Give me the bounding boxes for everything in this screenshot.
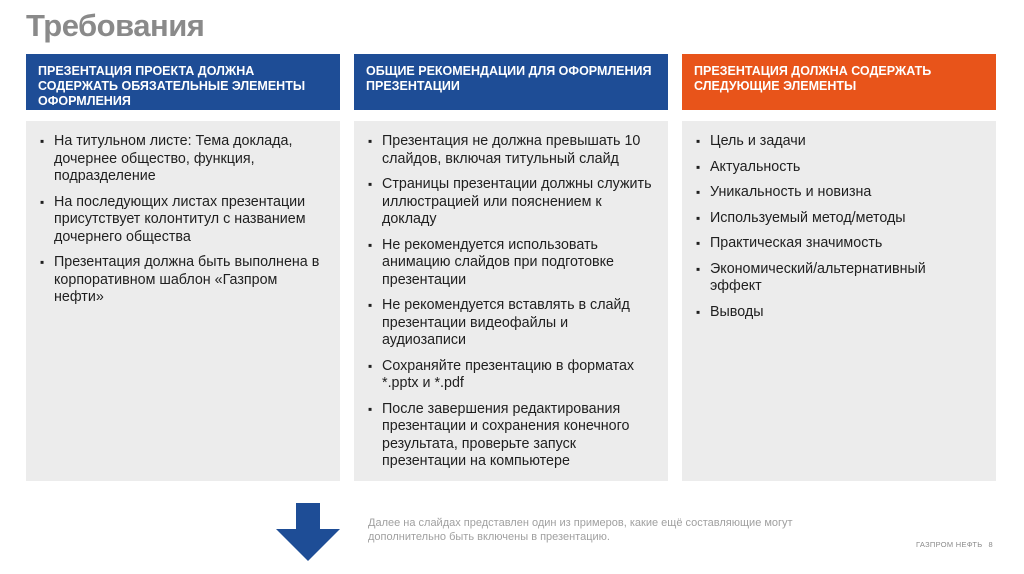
bullet-icon: ▪ bbox=[696, 159, 701, 174]
bullet-icon: ▪ bbox=[696, 185, 701, 199]
bullet-icon: ▪ bbox=[696, 261, 701, 276]
column-body-required-elements bbox=[682, 121, 996, 481]
bullet-list bbox=[696, 133, 980, 321]
list-item: ▪ Не рекомендуется использовать анимацию слайдов при подготовке презентации bbox=[368, 236, 614, 288]
column-header-label: ПРЕЗЕНТАЦИЯ ДОЛЖНА СОДЕРЖАТЬ СЛЕДУЮЩИЕ ЭЛЕМЕНТЫ bbox=[694, 64, 932, 93]
column-body-recommendations bbox=[354, 121, 668, 481]
list-item: ▪ Презентация не должна превышать 10 слайдов, включая титульный слайд bbox=[368, 133, 641, 167]
list-item: ▪ Цель и задачи bbox=[696, 133, 806, 149]
bullet-icon: ▪ bbox=[368, 237, 373, 252]
list-item: ▪ Экономический/альтернативный эффект bbox=[696, 260, 926, 294]
list-item: ▪ Сохраняйте презентацию в форматах *.pptx и *.pdf bbox=[368, 357, 635, 391]
bullet-icon: ▪ bbox=[40, 134, 45, 148]
page-number: 8 bbox=[988, 540, 993, 549]
bullet-list bbox=[368, 133, 652, 471]
column-header-mandatory bbox=[26, 54, 340, 110]
list-item: ▪ Страницы презентации должны служить иллюстрацией или пояснением к докладу bbox=[368, 176, 652, 227]
list-item: ▪ Уникальность и новизна bbox=[696, 184, 872, 200]
column-header-recommendations bbox=[354, 54, 668, 110]
list-item: ▪ Не рекомендуется вставлять в слайд презентации видеофайлы и аудиозаписи bbox=[368, 297, 630, 348]
list-item: ▪ На последующих листах презентации присутствует колонтитул с названием дочернего общества bbox=[40, 193, 306, 245]
bullet-icon: ▪ bbox=[368, 298, 373, 312]
column-body-mandatory bbox=[26, 121, 340, 481]
footer-brand: ГАЗПРОМ НЕФТЬ bbox=[916, 540, 983, 549]
footer bbox=[916, 540, 993, 549]
bullet-icon: ▪ bbox=[368, 401, 373, 416]
bullet-icon: ▪ bbox=[368, 177, 373, 191]
bullet-icon: ▪ bbox=[40, 194, 45, 209]
list-item: ▪ Практическая значимость bbox=[696, 235, 883, 251]
column-header-required-elements bbox=[682, 54, 996, 110]
bullet-icon: ▪ bbox=[696, 134, 701, 148]
list-item: ▪ Выводы bbox=[696, 303, 764, 320]
bullet-icon: ▪ bbox=[368, 358, 373, 373]
list-item: ▪ Используемый метод/методы bbox=[696, 209, 906, 226]
list-item: ▪ Актуальность bbox=[696, 158, 801, 175]
down-arrow-icon bbox=[276, 503, 340, 561]
bullet-list bbox=[40, 133, 324, 307]
page-title: Требования bbox=[26, 8, 205, 43]
list-item: ▪ Презентация должна быть выполнена в корпоративном шаблон «Газпром нефти» bbox=[40, 254, 320, 305]
list-item: ▪ После завершения редактирования презентации и сохранения конечного результата, проверьте запуск презентации на компьютере bbox=[368, 400, 630, 469]
bullet-icon: ▪ bbox=[696, 236, 701, 250]
bullet-icon: ▪ bbox=[696, 210, 701, 225]
list-item: ▪ На титульном листе: Тема доклада, дочернее общество, функция, подразделение bbox=[40, 133, 293, 184]
bullet-icon: ▪ bbox=[696, 304, 701, 319]
footnote: Далее на слайдах представлен один из примеров, какие ещё составляющие могут дополнительно быть включены в презентацию. bbox=[368, 517, 793, 543]
bullet-icon: ▪ bbox=[40, 255, 45, 269]
column-header-label: ПРЕЗЕНТАЦИЯ ПРОЕКТА ДОЛЖНА СОДЕРЖАТЬ ОБЯЗАТЕЛЬНЫЕ ЭЛЕМЕНТЫ ОФОРМЛЕНИЯ bbox=[38, 64, 306, 108]
bullet-icon: ▪ bbox=[368, 134, 373, 148]
column-header-label: ОБЩИЕ РЕКОМЕНДАЦИИ ДЛЯ ОФОРМЛЕНИЯ ПРЕЗЕНТАЦИИ bbox=[366, 64, 652, 93]
